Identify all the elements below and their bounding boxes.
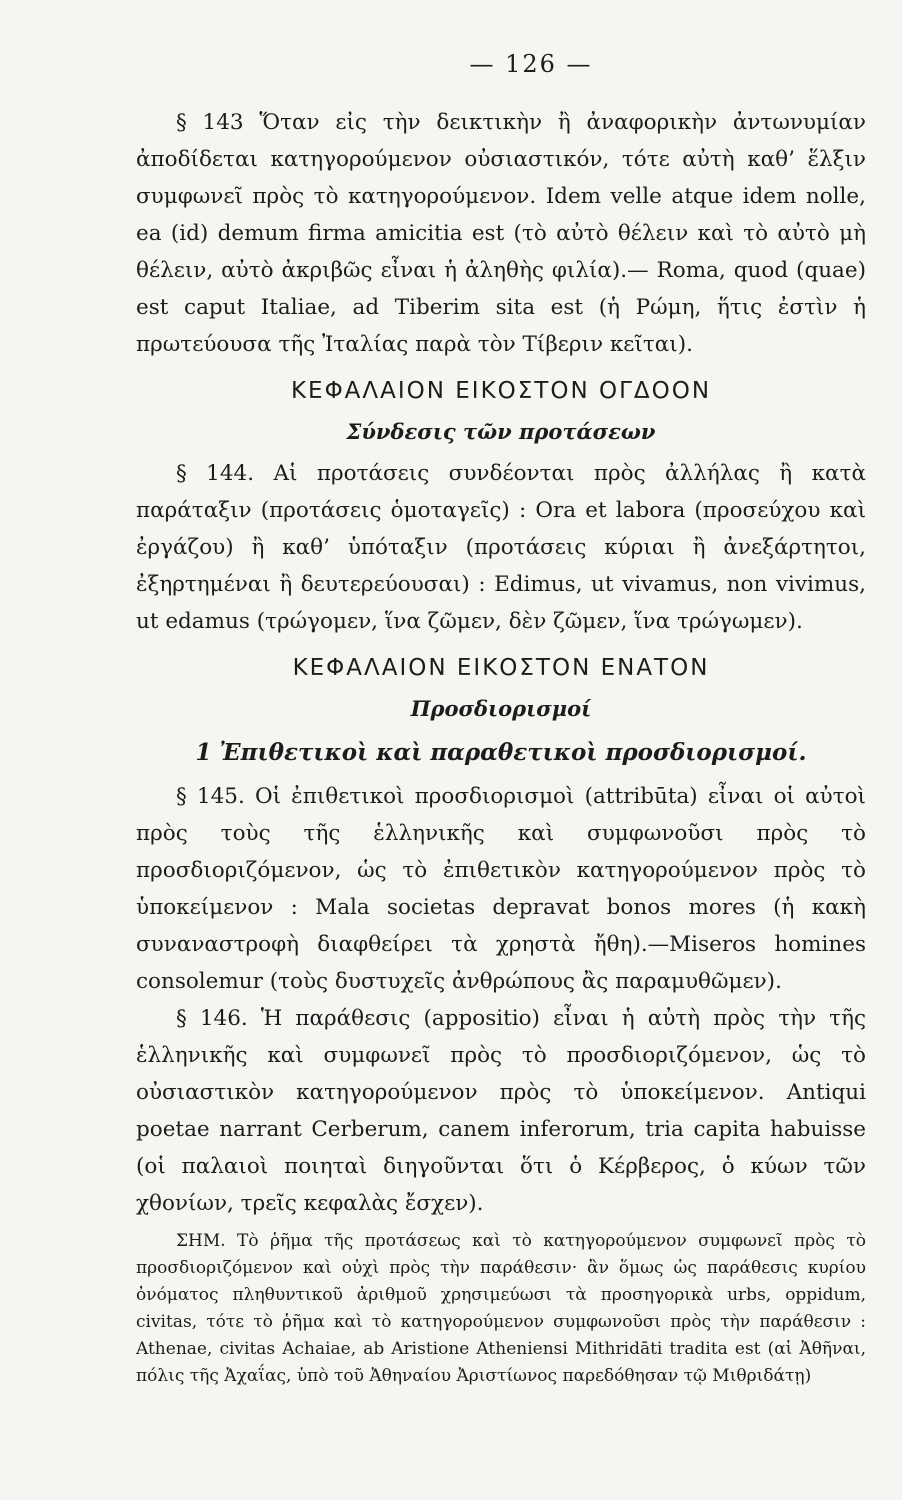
paragraph-146: § 146. Ἡ παράθεσις (appositio) εἶναι ἡ αὐτὴ πρὸς τὴν τῆς ἑλληνικῆς καὶ συμφωνεῖ πρὸς τὸ προσδιοριζόμενον, ὡς τὸ οὐσιαστικὸν κατηγορούμενον πρὸς τὸ ὑποκείμενον. Antiqui poetae narrant Cerberum, canem inferorum, tria capita habuisse (οἱ παλαιοὶ ποιηταὶ διηγοῦνται ὅτι ὁ Κέρβερος, ὁ κύων τῶν χθονίων, τρεῖς κεφαλὰς ἔσχεν). xyxy=(136,1006,866,1216)
note-paragraph: ΣΗΜ. Τὸ ῥῆμα τῆς προτάσεως καὶ τὸ κατηγορούμενον συμφωνεῖ πρὸς τὸ προσδιοριζόμενον καὶ οὐχὶ πρὸς τὴν παράθεσιν· ἂν ὅμως ὡς παράθεσις κυρίου ὀνόματος πληθυντικοῦ ἀριθμοῦ χρησιμεύωσι τὰ προσηγορικὰ urbs, oppidum, civitas, τότε τὸ ῥῆμα καὶ τὸ κατηγορούμενον συμφωνοῦσι πρὸς τὴν παράθεσιν : Athenae, civitas Achaiae, ab Aristione Atheniensi Mithridāti tradita est (αἱ Ἀθῆναι, πόλις τῆς Ἀχαΐας, ὑπὸ τοῦ Ἀθηναίου Ἀριστίωνος παρεδόθησαν τῷ Μιθριδάτῃ) xyxy=(136,1231,866,1386)
paragraph-145: § 145. Οἱ ἐπιθετικοὶ προσδιορισμοὶ (attribūta) εἶναι οἱ αὐτοὶ πρὸς τοὺς τῆς ἑλληνικῆς καὶ συμφωνοῦσι πρὸς τὸ προσδιοριζόμενον, ὡς τὸ ἐπιθετικὸν κατηγορούμενον πρὸς τὸ ὑποκείμενον : Mala societas depravat bonos mores (ἡ κακὴ συναναστροφὴ διαφθείρει τὰ χρηστὰ ἤθη).—Miseros homines consolemur (τοὺς δυστυχεῖς ἀνθρώπους ἂς παραμυθῶμεν). xyxy=(136,784,866,994)
chapter-29-subtitle: Προσδιορισμοί xyxy=(410,696,592,721)
chapter-28-title: ΚΕΦΑΛΑΙΟΝ ΕΙΚΟΣΤΟΝ ΟΓΔΟΟΝ xyxy=(290,378,712,404)
chapter-29-title: ΚΕΦΑΛΑΙΟΝ ΕΙΚΟΣΤΟΝ ΕΝΑΤΟΝ xyxy=(292,655,710,681)
paragraph-143: § 143 Ὅταν εἰς τὴν δεικτικὴν ἢ ἀναφορικὴν ἀντωνυμίαν ἀποδίδεται κατηγορούμενον οὐσιαστικόν, τότε αὐτὴ καθ’ ἕλξιν συμφωνεῖ πρὸς τὸ κατηγορούμενον. Idem velle atque idem nolle, ea (id) demum firma amicitia est (τὸ αὐτὸ θέλειν καὶ τὸ αὐτὸ μὴ θέλειν, αὐτὸ ἀκριβῶς εἶναι ἡ ἀληθὴς φιλία).— Roma, quod (quae) est caput Italiae, ad Tiberim sita est (ἡ Ρώμη, ἥτις ἐστὶν ἡ πρωτεύουσα τῆς Ἰταλίας παρὰ τὸν Τίβεριν κεῖται). xyxy=(136,110,866,357)
section-1-heading: 1 Ἐπιθετικοὶ καὶ παραθετικοὶ προσδιορισμοί. xyxy=(195,739,807,766)
page-number: — 126 — xyxy=(469,50,593,78)
chapter-28-subtitle: Σύνδεσις τῶν προτάσεων xyxy=(346,419,656,444)
paragraph-144: § 144. Αἱ προτάσεις συνδέονται πρὸς ἀλλήλας ἢ κατὰ παράταξιν (προτάσεις ὁμοταγεῖς) : Ora et labora (προσεύχου καὶ ἐργάζου) ἢ καθ’ ὑπόταξιν (προτάσεις κύριαι ἢ ἀνεξάρτητοι, ἐξηρτημέναι ἢ δευτερεύουσαι) : Edimus, ut vivamus, non vivimus, ut edamus (τρώγομεν, ἵνα ζῶμεν, δὲν ζῶμεν, ἵνα τρώγωμεν). xyxy=(136,461,866,634)
